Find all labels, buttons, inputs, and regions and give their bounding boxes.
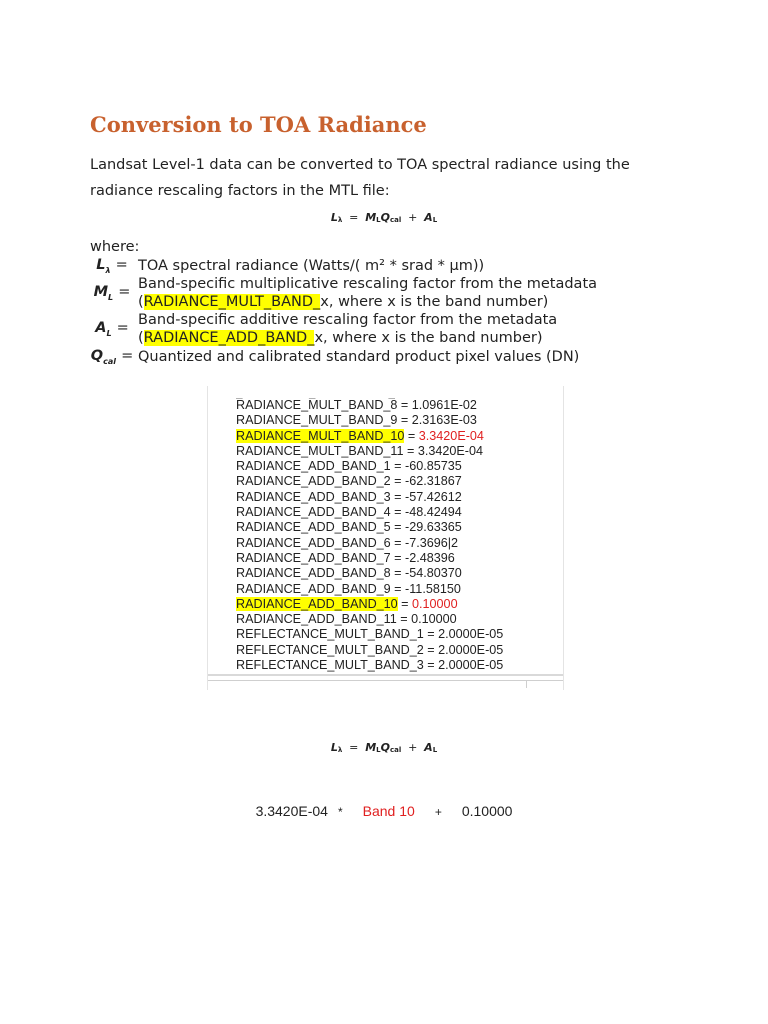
- definition-text: TOA spectral radiance (Watts/( m² * srad * µm)): [138, 258, 485, 274]
- mtl-value: 2.3163E-03: [411, 413, 477, 428]
- mtl-value: -2.48396: [405, 550, 455, 565]
- formula-m-sub: L: [376, 216, 381, 224]
- formula-lhs-sub: λ: [337, 216, 343, 224]
- mtl-value: 2.0000E-05: [438, 658, 504, 673]
- mtl-line: RADIANCE_ADD_BAND_4 = -48.42494: [236, 505, 462, 520]
- calc-band: Band 10: [362, 803, 415, 819]
- mtl-key: RADIANCE_ADD_BAND_5: [236, 520, 391, 535]
- calc-times: *: [337, 805, 343, 819]
- mtl-key: RADIANCE_ADD_BAND_4: [236, 505, 391, 520]
- mtl-key: RADIANCE_ADD_BAND_1: [236, 459, 391, 474]
- mtl-key: RADIANCE_ADD_BAND_10: [236, 596, 398, 611]
- mtl-key: REFLECTANCE_MULT_BAND_3: [236, 658, 424, 673]
- mtl-line: RADIANCE_MULT_BAND_11 = 3.3420E-04: [236, 443, 483, 458]
- mtl-line: REFLECTANCE_MULT_BAND_2 = 2.0000E-05: [236, 642, 504, 657]
- mtl-value: -11.58150: [405, 581, 461, 596]
- calc-add-value: 0.10000: [461, 803, 513, 819]
- mtl-key: RADIANCE_ADD_BAND_8: [236, 566, 391, 581]
- definition-symbol: $A_L$ =: [95, 320, 129, 338]
- formula-lhs: L: [330, 211, 338, 224]
- calc-plus: +: [434, 805, 442, 819]
- mtl-line: RADIANCE_MULT_BAND_10 = 3.3420E-04: [236, 428, 484, 443]
- mtl-line: RADIANCE_ADD_BAND_7 = -2.48396: [236, 550, 455, 565]
- mtl-key: RADIANCE_MULT_BAND_9: [236, 413, 398, 428]
- mtl-line: REFLECTANCE_MULT_BAND_1 = 2.0000E-05: [236, 627, 504, 642]
- mtl-key: RADIANCE_ADD_BAND_7: [236, 550, 391, 565]
- formula-equals: =: [349, 211, 359, 224]
- mtl-key: RADIANCE_ADD_BAND_11: [236, 612, 397, 627]
- radiance-formula-repeat: $L_\lambda = M_LQ_{cal} + A_L$: [330, 741, 438, 754]
- formula-q-sub: cal: [389, 216, 402, 224]
- divider: [208, 674, 563, 676]
- mtl-line: RADIANCE_ADD_BAND_10 = 0.10000: [236, 596, 458, 611]
- mtl-value: 3.3420E-04: [418, 428, 484, 443]
- mtl-key: REFLECTANCE_MULT_BAND_2: [236, 642, 424, 657]
- mtl-value: -54.80370: [405, 566, 462, 581]
- mtl-value: -29.63365: [405, 520, 462, 535]
- mtl-line: RADIANCE_ADD_BAND_8 = -54.80370: [236, 566, 462, 581]
- mtl-value: 2.0000E-05: [438, 642, 504, 657]
- mtl-value: -62.31867: [405, 474, 462, 489]
- divider-tick: [526, 680, 527, 688]
- formula-plus: +: [408, 211, 418, 224]
- mtl-key: RADIANCE_MULT_BAND_11: [236, 443, 404, 458]
- definition-symbol: $Q_{cal}$ =: [90, 348, 134, 366]
- mtl-key: RADIANCE_ADD_BAND_6: [236, 535, 391, 550]
- mtl-key: RADIANCE_MULT_BAND_8: [236, 398, 398, 412]
- calculation-line: [0, 803, 768, 819]
- mtl-value: -57.42612: [405, 489, 462, 504]
- mtl-line: RADIANCE_ADD_BAND_2 = -62.31867: [236, 474, 462, 489]
- intro-paragraph: Landsat Level-1 data can be converted to TOA spectral radiance using the radiance rescaling factors in the MTL file:: [90, 157, 630, 199]
- mtl-line: RADIANCE_MULT_BAND_8 = 1.0961E-02: [236, 398, 477, 412]
- mtl-key: RADIANCE_ADD_BAND_2: [236, 474, 391, 489]
- highlight-mult-band: RADIANCE_MULT_BAND_: [143, 294, 321, 310]
- mtl-value: 0.10000: [412, 596, 458, 611]
- radiance-formula: [0, 211, 768, 224]
- mtl-top-fragment: _ _ _: [236, 386, 395, 399]
- mtl-key: REFLECTANCE_MULT_BAND_1: [236, 627, 424, 642]
- mtl-key: RADIANCE_ADD_BAND_3: [236, 489, 391, 504]
- definition-text: Quantized and calibrated standard product pixel values (DN): [138, 349, 580, 365]
- mtl-line: RADIANCE_ADD_BAND_11 = 0.10000: [236, 612, 457, 627]
- mtl-value: -7.3696|2: [405, 535, 459, 550]
- mtl-line: RADIANCE_ADD_BAND_6 = -7.3696|2: [236, 535, 459, 550]
- where-label: where:: [90, 239, 140, 255]
- mtl-metadata-excerpt: [207, 386, 564, 690]
- divider: [208, 680, 563, 681]
- formula-a: A: [424, 211, 433, 224]
- mtl-value: 2.0000E-05: [438, 627, 504, 642]
- mtl-line: RADIANCE_MULT_BAND_9 = 2.3163E-03: [236, 413, 477, 428]
- mtl-value: -60.85735: [405, 459, 462, 474]
- mtl-value: -48.42494: [405, 505, 462, 520]
- mtl-lines: [236, 398, 556, 673]
- formula-a-sub: L: [432, 216, 438, 224]
- mtl-line: RADIANCE_ADD_BAND_3 = -57.42612: [236, 489, 462, 504]
- definition-symbol: $L_\lambda$ =: [96, 257, 128, 275]
- mtl-value: 3.3420E-04: [417, 443, 483, 458]
- calc-mult-value: 3.3420E-04: [255, 803, 328, 819]
- mtl-line: RADIANCE_ADD_BAND_5 = -29.63365: [236, 520, 462, 535]
- mtl-line: RADIANCE_ADD_BAND_1 = -60.85735: [236, 459, 462, 474]
- highlight-add-band: RADIANCE_ADD_BAND_: [143, 330, 315, 346]
- mtl-value: 1.0961E-02: [411, 398, 477, 412]
- mtl-value: 0.10000: [411, 612, 457, 627]
- definition-text: Band-specific additive rescaling factor from the metadata (RADIANCE_ADD_BAND_x, where x is the band number): [138, 312, 558, 346]
- mtl-key: RADIANCE_MULT_BAND_10: [236, 428, 405, 443]
- mtl-line: RADIANCE_ADD_BAND_9 = -11.58150: [236, 581, 461, 596]
- mtl-key: RADIANCE_ADD_BAND_9: [236, 581, 391, 596]
- definition-symbol: $M_L$ =: [93, 284, 131, 302]
- mtl-line: REFLECTANCE_MULT_BAND_3 = 2.0000E-05: [236, 658, 504, 673]
- formula-q: Q: [380, 211, 390, 224]
- formula-m: M: [365, 211, 377, 224]
- definition-text: Band-specific multiplicative rescaling factor from the metadata (RADIANCE_MULT_BAND_x, where x is the band number): [138, 276, 598, 310]
- page-title: Conversion to TOA Radiance: [90, 112, 427, 137]
